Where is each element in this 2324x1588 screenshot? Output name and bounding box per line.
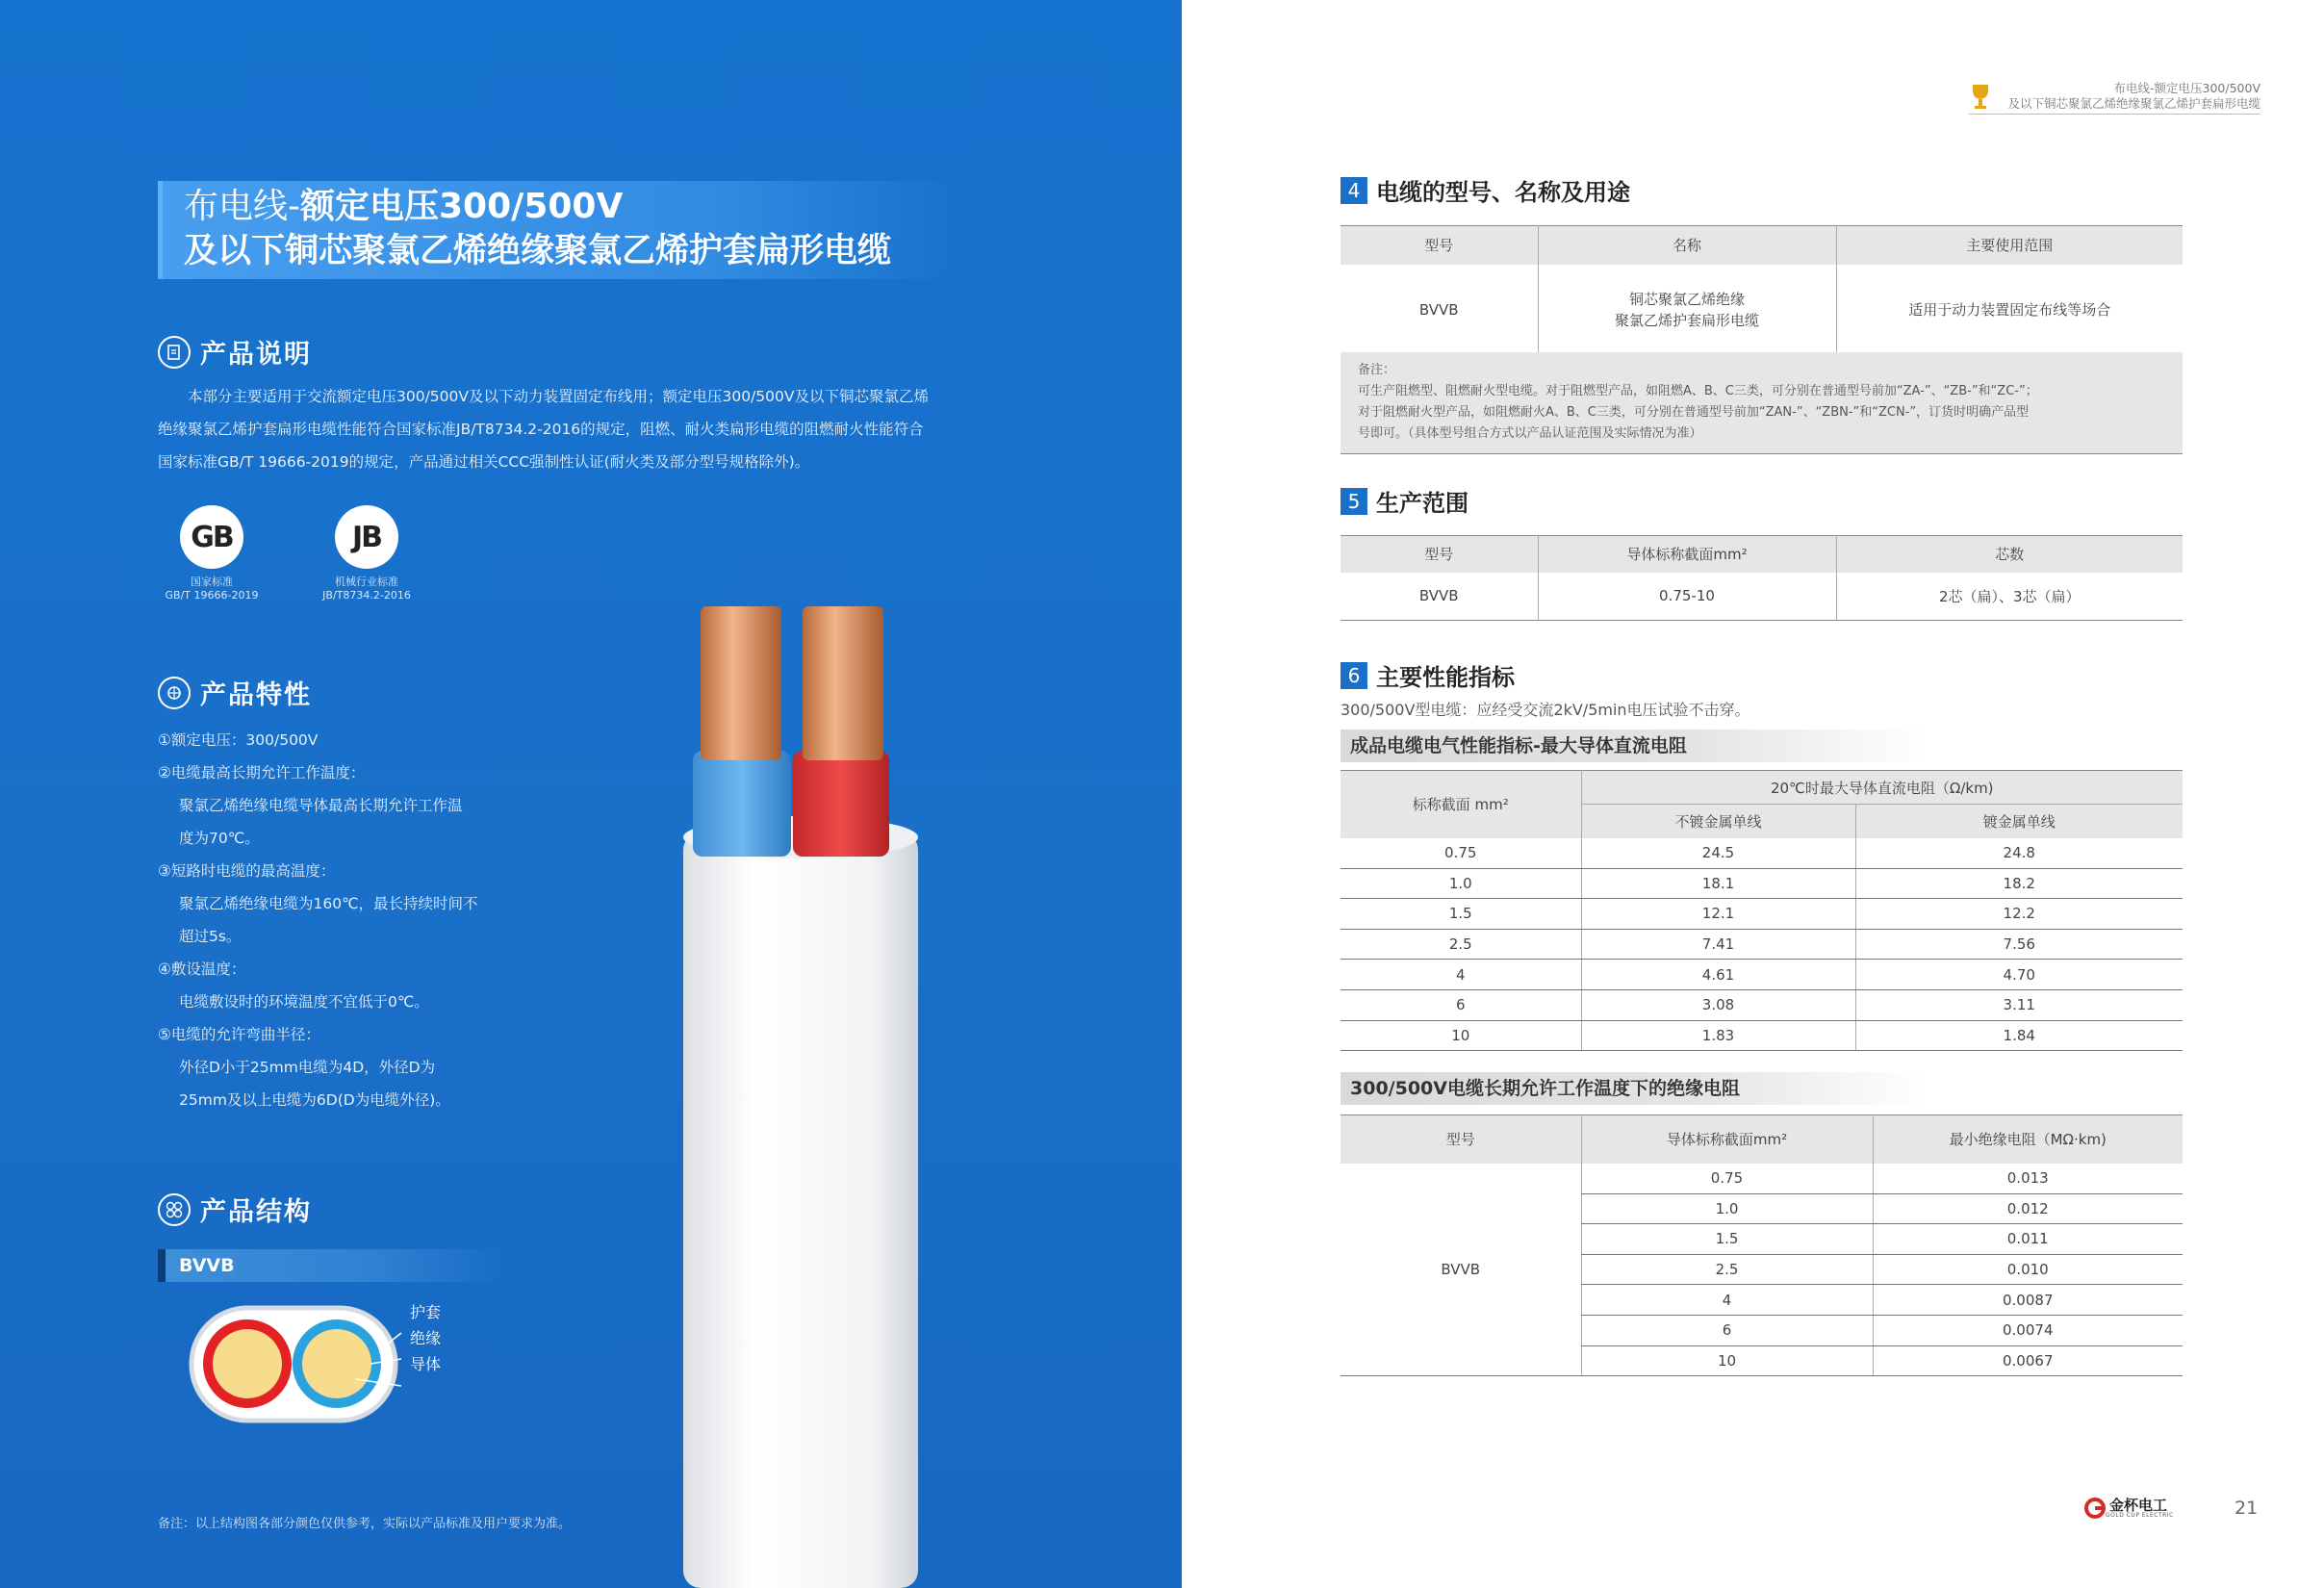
legend-insulation: 绝缘 (410, 1329, 442, 1347)
table-row (1341, 573, 2183, 621)
t6a-cell: 3.11 (1855, 989, 2183, 1020)
running-head-line2: 及以下铜芯聚氯乙烯绝缘聚氯乙烯护套扁形电缆 (2007, 96, 2260, 111)
t6a-cell: 18.2 (1855, 868, 2183, 899)
dc-resistance-table (1341, 770, 2183, 1051)
t4-header-model: 型号 (1341, 226, 1538, 265)
cable-product-image (674, 606, 943, 1588)
t4-note (1341, 352, 2183, 454)
table-row (1341, 1020, 2183, 1051)
feature-detail: 超过5s。 (179, 928, 242, 945)
t6a-header-plated: 镀金属单线 (1855, 805, 2183, 838)
feature-item: ⑤电缆的允许弯曲半径： (158, 1026, 320, 1043)
section-6-head (1341, 658, 1515, 692)
table-row (1341, 265, 2183, 357)
t6b-cell: 0.011 (1873, 1224, 2183, 1255)
t6a-cell: 7.56 (1855, 929, 2183, 960)
t6a-cell: 10 (1341, 1020, 1581, 1051)
t6a-cell: 1.0 (1341, 868, 1581, 899)
t6a-cell: 1.5 (1341, 899, 1581, 930)
feature-detail: 度为70℃。 (179, 830, 260, 847)
legend-sheath: 护套 (410, 1303, 442, 1321)
t6a-cell: 24.5 (1581, 838, 1855, 869)
section-5-number: 5 (1341, 488, 1367, 515)
t6a-cell: 4.70 (1855, 960, 2183, 990)
t6b-cell: 2.5 (1581, 1254, 1873, 1285)
feature-detail: 电缆敷设时的环境温度不宜低于0℃。 (179, 993, 429, 1011)
section-description-label: 产品说明 (200, 340, 312, 370)
t6a-cell: 24.8 (1855, 838, 2183, 869)
feature-detail: 聚氯乙烯绝缘电缆为160℃，最长持续时间不 (179, 895, 478, 912)
running-head-line1: 布电线-额定电压300/500V (2113, 81, 2260, 95)
t5-cell-model: BVVB (1341, 573, 1538, 621)
t6b-cell: 1.0 (1581, 1193, 1873, 1224)
table-row (1341, 989, 2183, 1020)
t6a-cell: 6 (1341, 989, 1581, 1020)
t6b-cell: 0.012 (1873, 1193, 2183, 1224)
table-row (1341, 868, 2183, 899)
t6b-cell: 0.75 (1581, 1164, 1873, 1194)
t6b-cell: 1.5 (1581, 1224, 1873, 1255)
t4-note-line: 对于阻燃耐火型产品，如阻燃耐火A、B、C三类，可分别在普通型号前加“ZAN-”、“ZBN-”和“ZCN-”，订货时明确产品型 (1358, 405, 2030, 420)
t6a-cell: 18.1 (1581, 868, 1855, 899)
page-number: 21 (2235, 1498, 2259, 1519)
structure-legend (410, 1299, 441, 1377)
section-6-title: 主要性能指标 (1376, 664, 1515, 691)
logo-subtext: GOLD CUP ELECTRIC (2106, 1511, 2174, 1519)
jb-badge (335, 505, 398, 569)
section-features-head (158, 674, 312, 711)
jb-mark: JB (351, 520, 382, 554)
dc-resistance-subtitle: 成品电缆电气性能指标-最大导体直流电阻 (1341, 730, 1928, 762)
t6b-cell: 6 (1581, 1315, 1873, 1345)
feature-item: ③短路时电缆的最高温度： (158, 862, 336, 880)
section-4-number: 4 (1341, 177, 1367, 204)
table-row (1341, 929, 2183, 960)
table-row (1341, 1164, 2183, 1194)
section-5-title: 生产范围 (1376, 490, 1468, 517)
t6b-cell: 0.0067 (1873, 1345, 2183, 1376)
section-5-head (1341, 484, 1468, 518)
t4-header-usage: 主要使用范围 (1836, 226, 2183, 265)
jb-caption-2: JB/T8734.2-2016 (322, 589, 411, 602)
section-features-label: 产品特性 (200, 680, 312, 710)
t6a-cell: 4 (1341, 960, 1581, 990)
t6a-cell: 12.1 (1581, 899, 1855, 930)
t4-name-line1: 铜芯聚氯乙烯绝缘 (1628, 291, 1745, 309)
table-row (1341, 899, 2183, 930)
running-head (1969, 81, 2260, 115)
t6a-cell: 4.61 (1581, 960, 1855, 990)
t6a-cell: 1.84 (1855, 1020, 2183, 1051)
features-icon (158, 677, 191, 709)
t6b-cell: 0.0074 (1873, 1315, 2183, 1345)
structure-model-label: BVVB (158, 1249, 504, 1282)
feature-detail: 25mm及以上电缆为6D(D为电缆外径)。 (179, 1091, 450, 1109)
structure-icon (158, 1193, 191, 1226)
insulation-resistance-table (1341, 1114, 2183, 1376)
gb-caption-1: 国家标准 (191, 576, 233, 588)
t5-cell-cores: 2芯（扁）、3芯（扁） (1836, 573, 2183, 621)
t6b-cell: 0.010 (1873, 1254, 2183, 1285)
logo-text: 金杯电工 (2109, 1496, 2168, 1514)
t6b-cell: 4 (1581, 1285, 1873, 1316)
jb-caption (299, 576, 434, 602)
section-4-title: 电缆的型号、名称及用途 (1376, 179, 1630, 206)
page-title (158, 181, 957, 279)
t5-header-model: 型号 (1341, 536, 1538, 573)
gb-mark: GB (191, 520, 233, 554)
t6a-header-plain: 不镀金属单线 (1581, 805, 1855, 838)
t4-note-line: 可生产阻燃型、阻燃耐火型电缆。对于阻燃型产品，如阻燃A、B、C三类，可分别在普通型号前加“ZA-”、“ZB-”和“ZC-”； (1358, 384, 2038, 398)
t6a-cell: 1.83 (1581, 1020, 1855, 1051)
t4-note-line: 号即可。（具体型号组合方式以产品认证范围及实际情况为准） (1358, 426, 1702, 441)
t6a-header-section: 标称截面 mm² (1341, 771, 1581, 838)
feature-detail: 聚氯乙烯绝缘电缆导体最高长期允许工作温 (179, 797, 463, 814)
t6b-cell: 0.013 (1873, 1164, 2183, 1194)
t4-note-line: 备注： (1358, 363, 1396, 377)
section-structure-label: 产品结构 (200, 1197, 312, 1227)
gb-caption (144, 576, 279, 602)
t4-cell-name (1538, 265, 1836, 357)
t6a-cell: 3.08 (1581, 989, 1855, 1020)
title-voltage: 额定电压300/500V (300, 187, 624, 226)
t6b-header-resistance: 最小绝缘电阻（MΩ·km) (1873, 1115, 2183, 1164)
table-row (1341, 838, 2183, 869)
t6a-cell: 0.75 (1341, 838, 1581, 869)
t6a-header-group: 20℃时最大导体直流电阻（Ω/km) (1581, 771, 2183, 805)
t4-name-line2: 聚氯乙烯护套扁形电缆 (1614, 312, 1759, 330)
section-6-description: 300/500V型电缆：应经受交流2kV/5min电压试验不击穿。 (1341, 701, 1750, 719)
section-description-head (158, 333, 312, 371)
features-list (158, 724, 543, 1116)
gb-badge (180, 505, 243, 569)
right-page (1182, 0, 2324, 1588)
legend-conductor: 导体 (410, 1355, 442, 1373)
t6a-cell: 2.5 (1341, 929, 1581, 960)
gb-caption-2: GB/T 19666-2019 (165, 589, 259, 602)
logo-icon (2084, 1498, 2106, 1519)
t6b-cell-model: BVVB (1341, 1164, 1581, 1376)
trophy-icon (1969, 83, 1992, 112)
t6b-cell: 0.0087 (1873, 1285, 2183, 1316)
document-icon (158, 336, 191, 369)
section-4-head (1341, 173, 1630, 207)
feature-detail: 外径D小于25mm电缆为4D，外径D为 (179, 1059, 436, 1076)
title-line2: 及以下铜芯聚氯乙烯绝缘聚氯乙烯护套扁形电缆 (184, 232, 892, 270)
t5-header-cores: 芯数 (1836, 536, 2183, 573)
t4-cell-usage: 适用于动力装置固定布线等场合 (1836, 265, 2183, 357)
brand-logo (2084, 1498, 2174, 1519)
feature-item: ①额定电压：300/500V (158, 731, 319, 749)
section-structure-head (158, 1191, 312, 1228)
table-row (1341, 960, 2183, 990)
t5-cell-section: 0.75-10 (1538, 573, 1836, 621)
t4-header-name: 名称 (1538, 226, 1836, 265)
title-prefix: 布电线- (184, 187, 300, 226)
insulation-resistance-subtitle: 300/500V电缆长期允许工作温度下的绝缘电阻 (1341, 1072, 1928, 1105)
structure-note: 备注：以上结构图各部分颜色仅供参考，实际以产品标准及用户要求为准。 (158, 1517, 572, 1531)
feature-item: ④敷设温度： (158, 960, 246, 978)
feature-item: ②电缆最高长期允许工作温度： (158, 764, 366, 781)
production-range-table (1341, 535, 2183, 621)
t6b-cell: 10 (1581, 1345, 1873, 1376)
section-6-number: 6 (1341, 662, 1367, 689)
t6a-cell: 7.41 (1581, 929, 1855, 960)
t6b-header-section: 导体标称截面mm² (1581, 1115, 1873, 1164)
jb-caption-1: 机械行业标准 (335, 576, 398, 588)
t4-cell-model: BVVB (1341, 265, 1538, 357)
t5-header-section: 导体标称截面mm² (1538, 536, 1836, 573)
model-table (1341, 225, 2183, 357)
t6b-header-model: 型号 (1341, 1115, 1581, 1164)
t6a-cell: 12.2 (1855, 899, 2183, 930)
product-description: 本部分主要适用于交流额定电压300/500V及以下动力装置固定布线用；额定电压300/500V及以下铜芯聚氯乙烯绝缘聚氯乙烯护套扁形电缆性能符合国家标准JB/T8734.2-2016的规定，阻燃、耐火类扁形电缆的阻燃耐火性能符合国家标准GB/T 19666-2019的规定，产品通过相关CCC强制性认证(耐火类及部分型号规格除外)。 (158, 388, 929, 471)
